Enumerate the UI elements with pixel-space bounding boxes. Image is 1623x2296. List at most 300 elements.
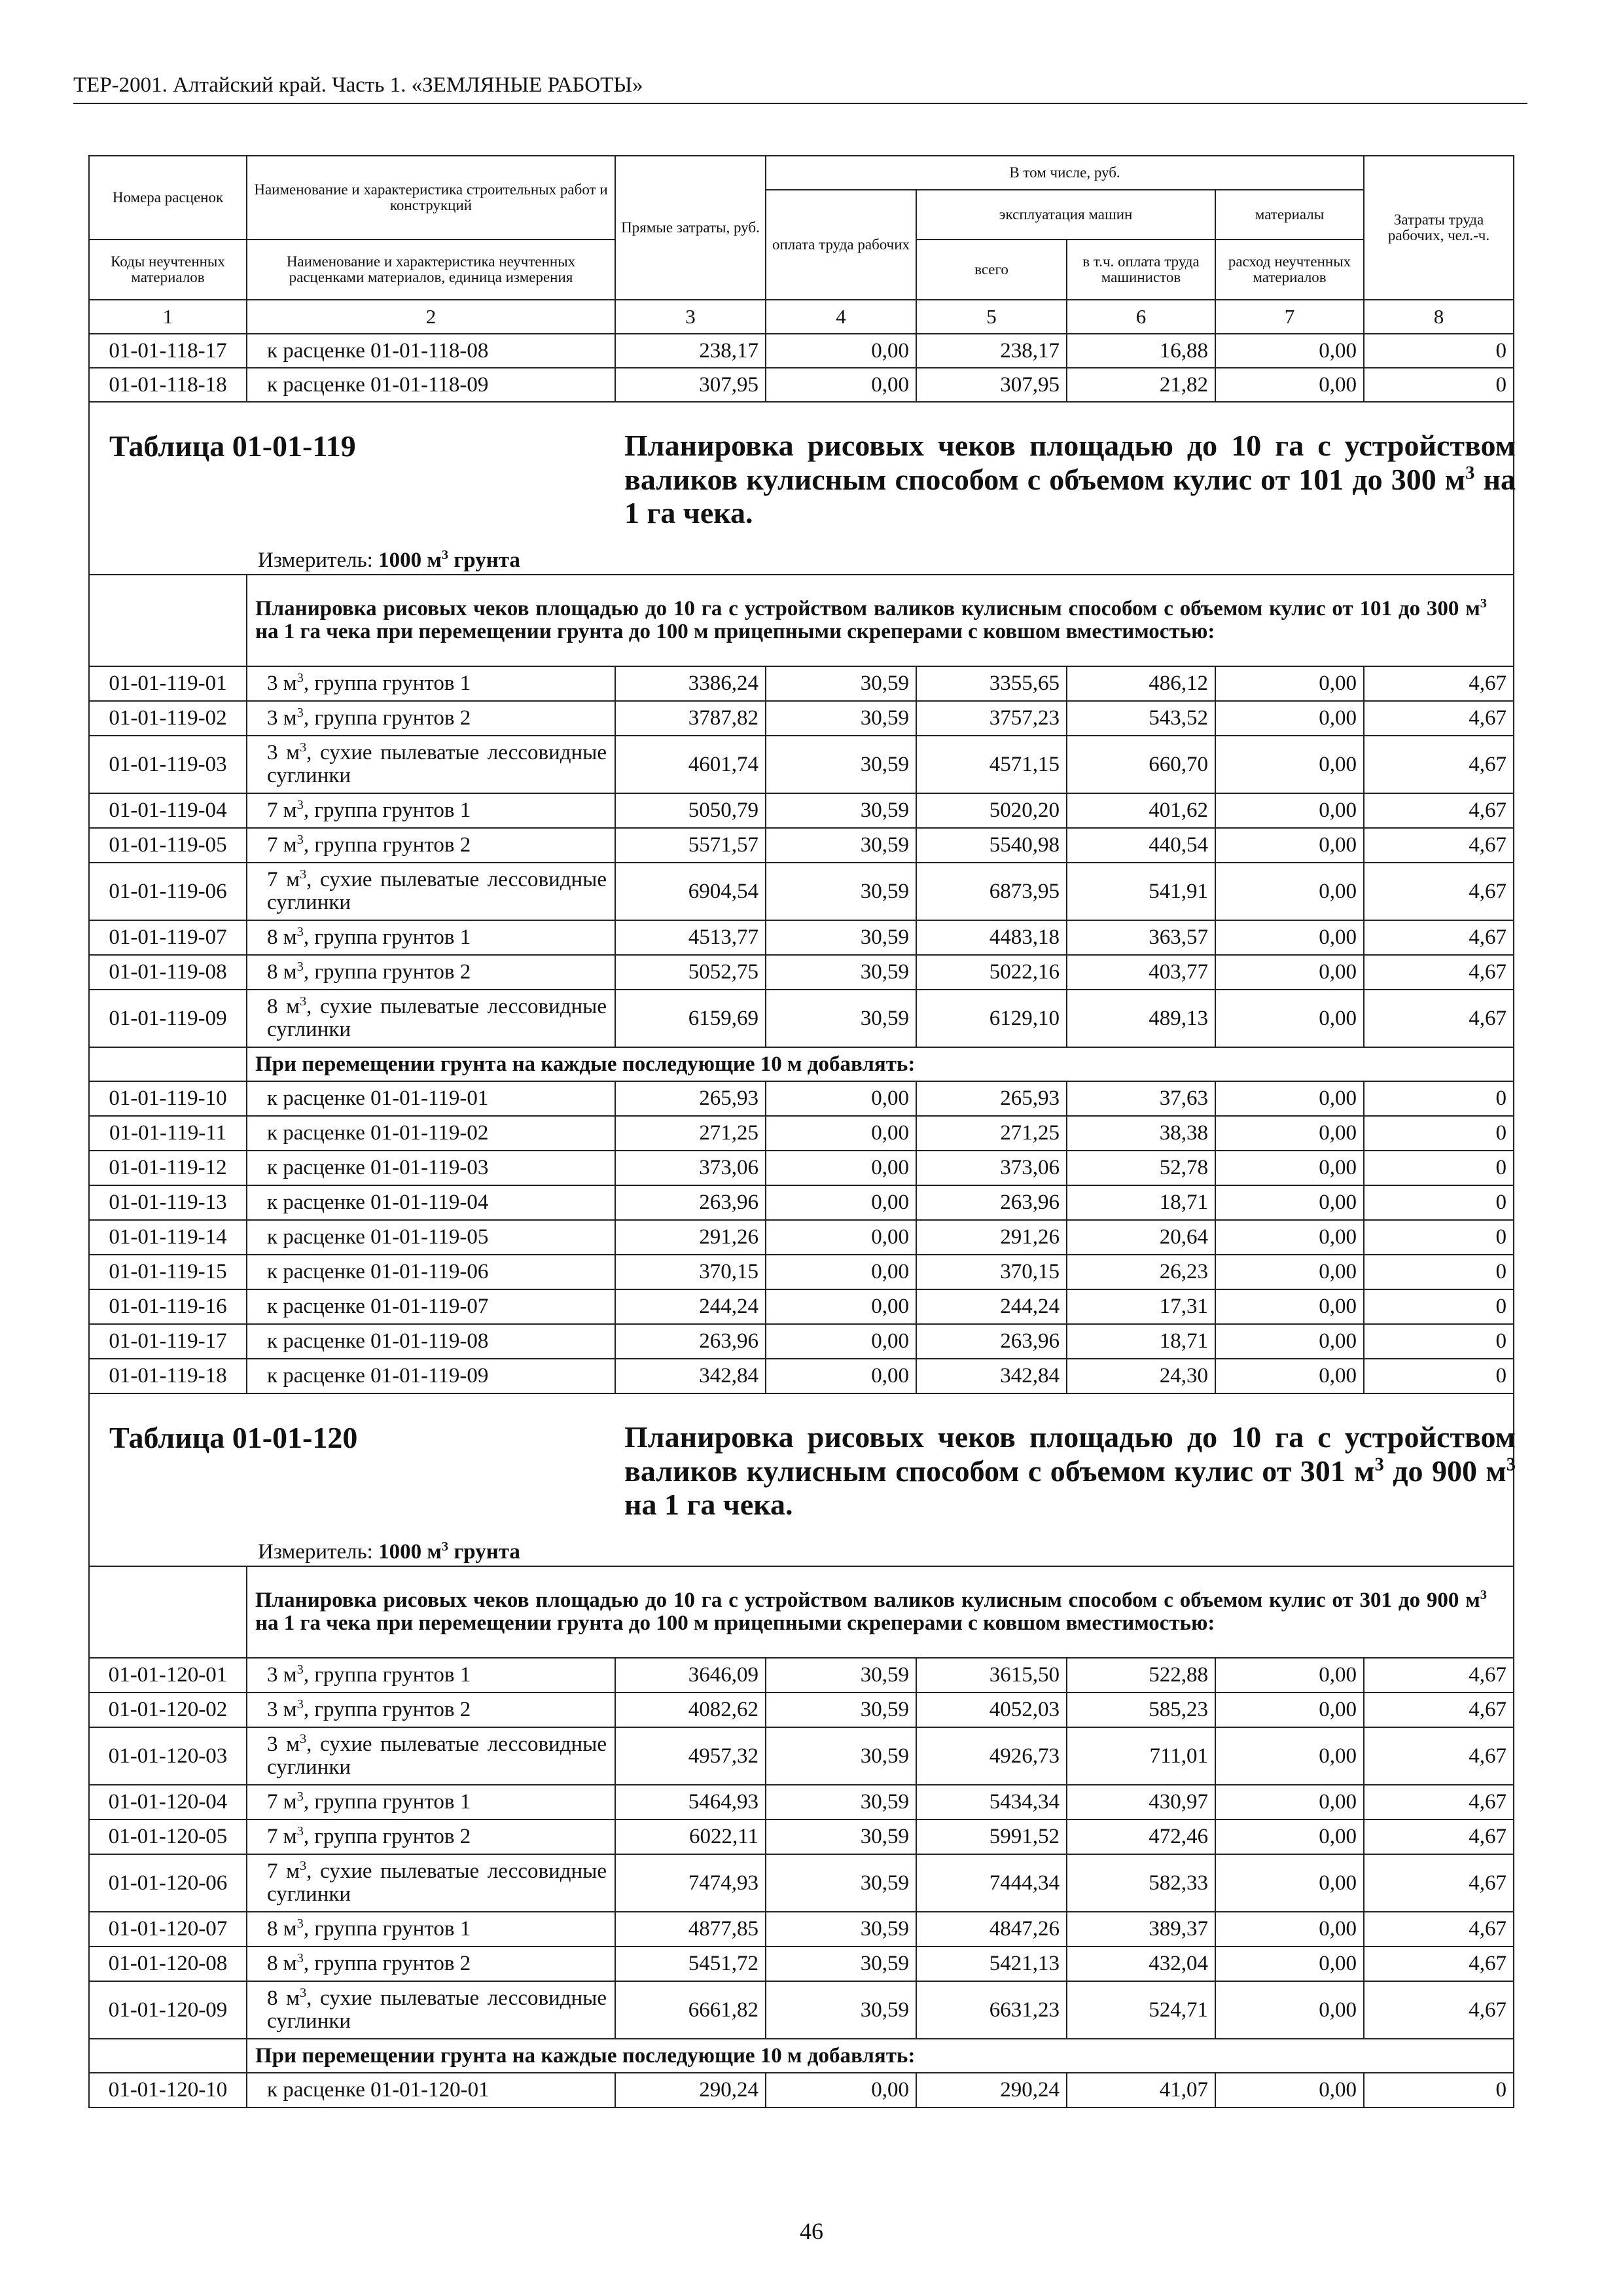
materials-usage-value: 0,00 [1215, 863, 1364, 920]
direct-costs-value: 370,15 [615, 1255, 766, 1289]
direct-costs-value: 6904,54 [615, 863, 766, 920]
rate-name: к расценке 01-01-119-02 [247, 1116, 615, 1151]
direct-costs-value: 4513,77 [615, 920, 766, 955]
table-row [89, 666, 1514, 701]
machine-total-value: 3355,65 [916, 666, 1067, 701]
col-header-worker-pay: оплата труда рабочих [766, 190, 916, 300]
empty-cell [89, 1566, 247, 1658]
machinist-pay-value: 486,12 [1067, 666, 1215, 701]
machine-total-value: 6873,95 [916, 863, 1067, 920]
table-row [89, 955, 1514, 990]
rate-name: к расценке 01-01-119-07 [247, 1289, 615, 1324]
table-row [89, 701, 1514, 736]
rate-name: 3 $м^3$, сухие пылеватые лессовидные суглинки [247, 736, 615, 793]
table-title-row [89, 1393, 1514, 1566]
machinist-pay-value: 401,62 [1067, 793, 1215, 828]
table-row [89, 368, 1514, 402]
labor-costs-value: 4,67 [1364, 1981, 1514, 2039]
meter-label: Измеритель: [258, 1540, 373, 1564]
table-row [89, 863, 1514, 920]
col-header-materials: материалы [1215, 190, 1364, 240]
worker-pay-value: 30,59 [766, 955, 916, 990]
labor-costs-value: 4,67 [1364, 1854, 1514, 1912]
column-number: 6 [1067, 300, 1215, 334]
rate-name: к расценке 01-01-120-01 [247, 2073, 615, 2108]
table-row [89, 1854, 1514, 1912]
col-header-unaccounted-usage: расход неучтенных материалов [1215, 240, 1364, 300]
rates-table [88, 155, 1514, 2108]
table-row [89, 1785, 1514, 1820]
table-meter [258, 1540, 520, 1564]
rate-code: 01-01-119-04 [89, 793, 247, 828]
table-row [89, 1946, 1514, 1981]
materials-usage-value: 0,00 [1215, 793, 1364, 828]
direct-costs-value: 5464,93 [615, 1785, 766, 1820]
direct-costs-value: 5571,57 [615, 828, 766, 863]
machine-total-value: 4052,03 [916, 1693, 1067, 1727]
materials-usage-value: 0,00 [1215, 1289, 1364, 1324]
labor-costs-value: 4,67 [1364, 828, 1514, 863]
materials-usage-value: 0,00 [1215, 1693, 1364, 1727]
materials-usage-value: 0,00 [1215, 920, 1364, 955]
table-row [89, 1081, 1514, 1116]
materials-usage-value: 0,00 [1215, 1255, 1364, 1289]
table-row [89, 1359, 1514, 1393]
worker-pay-value: 30,59 [766, 828, 916, 863]
table-row [89, 920, 1514, 955]
direct-costs-value: 265,93 [615, 1081, 766, 1116]
rate-name: 3 $м^3$, группа грунтов 1 [247, 666, 615, 701]
labor-costs-value: 0 [1364, 1185, 1514, 1220]
rate-name: 7 $м^3$, сухие пылеватые лессовидные суглинки [247, 863, 615, 920]
column-number: 1 [89, 300, 247, 334]
rate-name: 8 $м^3$, сухие пылеватые лессовидные суглинки [247, 990, 615, 1047]
materials-usage-value: 0,00 [1215, 1727, 1364, 1785]
rate-name: 7 $м^3$, группа грунтов 2 [247, 1820, 615, 1854]
machine-total-value: 5540,98 [916, 828, 1067, 863]
empty-cell [89, 575, 247, 666]
machinist-pay-value: 432,04 [1067, 1946, 1215, 1981]
labor-costs-value: 0 [1364, 1081, 1514, 1116]
machine-total-value: 3757,23 [916, 701, 1067, 736]
rate-code: 01-01-120-10 [89, 2073, 247, 2108]
labor-costs-value: 4,67 [1364, 701, 1514, 736]
rate-code: 01-01-119-05 [89, 828, 247, 863]
labor-costs-value: 0 [1364, 1255, 1514, 1289]
rate-name: к расценке 01-01-118-08 [247, 334, 615, 368]
empty-cell [89, 1047, 247, 1081]
machinist-pay-value: 389,37 [1067, 1912, 1215, 1946]
materials-usage-value: 0,00 [1215, 2073, 1364, 2108]
labor-costs-value: 0 [1364, 368, 1514, 402]
meter-label: Измеритель: [258, 548, 373, 572]
machinist-pay-value: 524,71 [1067, 1981, 1215, 2039]
table-row [89, 1151, 1514, 1185]
materials-usage-value: 0,00 [1215, 1981, 1364, 2039]
machine-total-value: 342,84 [916, 1359, 1067, 1393]
machinist-pay-value: 522,88 [1067, 1658, 1215, 1693]
table-row [89, 334, 1514, 368]
rate-code: 01-01-119-07 [89, 920, 247, 955]
direct-costs-value: 263,96 [615, 1185, 766, 1220]
rate-code: 01-01-120-01 [89, 1658, 247, 1693]
rate-code: 01-01-119-16 [89, 1289, 247, 1324]
subsection-heading: При перемещении грунта на каждые последующие 10 м добавлять: [247, 2039, 1514, 2073]
table-row [89, 736, 1514, 793]
machinist-pay-value: 18,71 [1067, 1324, 1215, 1359]
worker-pay-value: 0,00 [766, 1289, 916, 1324]
materials-usage-value: 0,00 [1215, 955, 1364, 990]
table-title-row [89, 402, 1514, 575]
worker-pay-value: 30,59 [766, 1658, 916, 1693]
column-number: 5 [916, 300, 1067, 334]
direct-costs-value: 4082,62 [615, 1693, 766, 1727]
machinist-pay-value: 38,38 [1067, 1116, 1215, 1151]
machine-total-value: 5020,20 [916, 793, 1067, 828]
col-header-codes-unaccounted: Коды неучтенных материалов [89, 240, 247, 300]
column-number: 8 [1364, 300, 1514, 334]
table-id: Таблица 01-01-120 [109, 1421, 358, 1454]
worker-pay-value: 0,00 [766, 1255, 916, 1289]
materials-usage-value: 0,00 [1215, 1081, 1364, 1116]
machine-total-value: 5022,16 [916, 955, 1067, 990]
machine-total-value: 4847,26 [916, 1912, 1067, 1946]
rate-name: 7 $м^3$, сухие пылеватые лессовидные суглинки [247, 1854, 615, 1912]
rate-code: 01-01-119-06 [89, 863, 247, 920]
materials-usage-value: 0,00 [1215, 1324, 1364, 1359]
worker-pay-value: 0,00 [766, 2073, 916, 2108]
rate-name: к расценке 01-01-119-08 [247, 1324, 615, 1359]
labor-costs-value: 0 [1364, 1151, 1514, 1185]
meter-value: 1000 $м^3$ грунта [378, 1539, 520, 1564]
rate-code: 01-01-120-08 [89, 1946, 247, 1981]
rate-code: 01-01-119-09 [89, 990, 247, 1047]
machine-total-value: 307,95 [916, 368, 1067, 402]
rate-code: 01-01-119-11 [89, 1116, 247, 1151]
machine-total-value: 370,15 [916, 1255, 1067, 1289]
rate-code: 01-01-119-17 [89, 1324, 247, 1359]
table-title: Планировка рисовых чеков площадью до 10 га с устройством валиков кулисным способом с объемом кулис от 101 до 300 $м^3$ на 1 га чека. [624, 429, 1516, 530]
direct-costs-value: 3386,24 [615, 666, 766, 701]
machine-total-value: 4926,73 [916, 1727, 1067, 1785]
worker-pay-value: 30,59 [766, 793, 916, 828]
col-header-total: всего [916, 240, 1067, 300]
rate-name: 7 $м^3$, группа грунтов 1 [247, 793, 615, 828]
labor-costs-value: 0 [1364, 1220, 1514, 1255]
direct-costs-value: 6159,69 [615, 990, 766, 1047]
direct-costs-value: 244,24 [615, 1289, 766, 1324]
machinist-pay-value: 17,31 [1067, 1289, 1215, 1324]
rate-code: 01-01-119-12 [89, 1151, 247, 1185]
machine-total-value: 3615,50 [916, 1658, 1067, 1693]
machinist-pay-value: 18,71 [1067, 1185, 1215, 1220]
machine-total-value: 373,06 [916, 1151, 1067, 1185]
materials-usage-value: 0,00 [1215, 1185, 1364, 1220]
col-header-name-work: Наименование и характеристика строительных работ и конструкций [247, 156, 615, 240]
labor-costs-value: 4,67 [1364, 1727, 1514, 1785]
machinist-pay-value: 403,77 [1067, 955, 1215, 990]
materials-usage-value: 0,00 [1215, 736, 1364, 793]
rate-name: 8 $м^3$, группа грунтов 1 [247, 920, 615, 955]
table-row [89, 2073, 1514, 2108]
labor-costs-value: 4,67 [1364, 920, 1514, 955]
rate-code: 01-01-119-02 [89, 701, 247, 736]
machinist-pay-value: 585,23 [1067, 1693, 1215, 1727]
rate-name: 7 $м^3$, группа грунтов 1 [247, 1785, 615, 1820]
rate-code: 01-01-120-04 [89, 1785, 247, 1820]
column-number: 7 [1215, 300, 1364, 334]
direct-costs-value: 4601,74 [615, 736, 766, 793]
rate-name: к расценке 01-01-119-01 [247, 1081, 615, 1116]
direct-costs-value: 4877,85 [615, 1912, 766, 1946]
labor-costs-value: 4,67 [1364, 666, 1514, 701]
labor-costs-value: 4,67 [1364, 793, 1514, 828]
rate-name: 3 $м^3$, группа грунтов 2 [247, 701, 615, 736]
direct-costs-value: 238,17 [615, 334, 766, 368]
rate-code: 01-01-119-18 [89, 1359, 247, 1393]
table-row [89, 828, 1514, 863]
rate-code: 01-01-120-07 [89, 1912, 247, 1946]
rate-name: 3 $м^3$, группа грунтов 1 [247, 1658, 615, 1693]
direct-costs-value: 342,84 [615, 1359, 766, 1393]
machine-total-value: 271,25 [916, 1116, 1067, 1151]
materials-usage-value: 0,00 [1215, 1854, 1364, 1912]
direct-costs-value: 307,95 [615, 368, 766, 402]
rate-name: к расценке 01-01-119-09 [247, 1359, 615, 1393]
labor-costs-value: 4,67 [1364, 1658, 1514, 1693]
materials-usage-value: 0,00 [1215, 368, 1364, 402]
materials-usage-value: 0,00 [1215, 1820, 1364, 1854]
machine-total-value: 7444,34 [916, 1854, 1067, 1912]
subsection-heading-row [89, 2039, 1514, 2073]
table-row [89, 990, 1514, 1047]
labor-costs-value: 0 [1364, 1359, 1514, 1393]
col-header-rate-numbers: Номера расценок [89, 156, 247, 240]
rate-name: к расценке 01-01-119-03 [247, 1151, 615, 1185]
section-heading-row [89, 575, 1514, 666]
direct-costs-value: 263,96 [615, 1324, 766, 1359]
table-row [89, 1255, 1514, 1289]
machine-total-value: 6129,10 [916, 990, 1067, 1047]
labor-costs-value: 4,67 [1364, 736, 1514, 793]
labor-costs-value: 0 [1364, 1289, 1514, 1324]
worker-pay-value: 30,59 [766, 990, 916, 1047]
col-header-incl-machinist-pay: в т.ч. оплата труда машинистов [1067, 240, 1215, 300]
table-row [89, 1912, 1514, 1946]
machinist-pay-value: 543,52 [1067, 701, 1215, 736]
table-title: Планировка рисовых чеков площадью до 10 га с устройством валиков кулисным способом с объемом кулис от 301 $м^3$ до 900 $м^3$ на 1 га чека. [624, 1420, 1516, 1522]
worker-pay-value: 30,59 [766, 920, 916, 955]
worker-pay-value: 0,00 [766, 1116, 916, 1151]
col-header-including: В том числе, руб. [766, 156, 1364, 190]
machine-total-value: 5421,13 [916, 1946, 1067, 1981]
table-row [89, 1820, 1514, 1854]
machinist-pay-value: 472,46 [1067, 1820, 1215, 1854]
direct-costs-value: 271,25 [615, 1116, 766, 1151]
machine-total-value: 263,96 [916, 1185, 1067, 1220]
empty-cell [89, 2039, 247, 2073]
column-number: 4 [766, 300, 916, 334]
direct-costs-value: 291,26 [615, 1220, 766, 1255]
meter-value: 1000 $м^3$ грунта [378, 548, 520, 572]
materials-usage-value: 0,00 [1215, 1946, 1364, 1981]
page-header: ТЕР-2001. Алтайский край. Часть 1. «ЗЕМЛЯНЫЕ РАБОТЫ» [73, 73, 1527, 104]
rate-code: 01-01-118-17 [89, 334, 247, 368]
worker-pay-value: 0,00 [766, 334, 916, 368]
labor-costs-value: 4,67 [1364, 1912, 1514, 1946]
machine-total-value: 265,93 [916, 1081, 1067, 1116]
machinist-pay-value: 20,64 [1067, 1220, 1215, 1255]
rate-code: 01-01-118-18 [89, 368, 247, 402]
subsection-heading: При перемещении грунта на каждые последующие 10 м добавлять: [247, 1047, 1514, 1081]
labor-costs-value: 0 [1364, 2073, 1514, 2108]
rate-code: 01-01-119-13 [89, 1185, 247, 1220]
rate-name: к расценке 01-01-118-09 [247, 368, 615, 402]
table-id: Таблица 01-01-119 [109, 429, 356, 463]
rate-name: 8 $м^3$, группа грунтов 1 [247, 1912, 615, 1946]
labor-costs-value: 0 [1364, 1116, 1514, 1151]
page-number: 46 [800, 2218, 823, 2244]
table-row [89, 1185, 1514, 1220]
materials-usage-value: 0,00 [1215, 1116, 1364, 1151]
machinist-pay-value: 52,78 [1067, 1151, 1215, 1185]
direct-costs-value: 3787,82 [615, 701, 766, 736]
machinist-pay-value: 440,54 [1067, 828, 1215, 863]
direct-costs-value: 3646,09 [615, 1658, 766, 1693]
col-header-machine-operation: эксплуатация машин [916, 190, 1215, 240]
materials-usage-value: 0,00 [1215, 1912, 1364, 1946]
materials-usage-value: 0,00 [1215, 666, 1364, 701]
section-heading: Планировка рисовых чеков площадью до 10 га с устройством валиков кулисным способом с объемом кулис от 101 до 300 $м^3$ на 1 га чека при перемещении грунта до 100 м прицепными скреперами с ковшом вместимостью: [247, 575, 1514, 666]
table-row [89, 1220, 1514, 1255]
worker-pay-value: 0,00 [766, 1151, 916, 1185]
worker-pay-value: 30,59 [766, 1785, 916, 1820]
rate-code: 01-01-119-03 [89, 736, 247, 793]
machinist-pay-value: 660,70 [1067, 736, 1215, 793]
rate-name: 3 $м^3$, сухие пылеватые лессовидные суглинки [247, 1727, 615, 1785]
materials-usage-value: 0,00 [1215, 828, 1364, 863]
materials-usage-value: 0,00 [1215, 1785, 1364, 1820]
direct-costs-value: 4957,32 [615, 1727, 766, 1785]
direct-costs-value: 5451,72 [615, 1946, 766, 1981]
worker-pay-value: 0,00 [766, 1081, 916, 1116]
subsection-heading-row [89, 1047, 1514, 1081]
rate-name: 7 $м^3$, группа грунтов 2 [247, 828, 615, 863]
table-row [89, 1116, 1514, 1151]
section-heading-row [89, 1566, 1514, 1658]
materials-usage-value: 0,00 [1215, 1220, 1364, 1255]
labor-costs-value: 0 [1364, 334, 1514, 368]
table-meter [258, 548, 520, 573]
table-row [89, 1324, 1514, 1359]
rate-name: 8 $м^3$, сухие пылеватые лессовидные суглинки [247, 1981, 615, 2039]
machine-total-value: 263,96 [916, 1324, 1067, 1359]
table-row [89, 1981, 1514, 2039]
machinist-pay-value: 41,07 [1067, 2073, 1215, 2108]
labor-costs-value: 4,67 [1364, 955, 1514, 990]
machine-total-value: 244,24 [916, 1289, 1067, 1324]
rate-name: к расценке 01-01-119-04 [247, 1185, 615, 1220]
machinist-pay-value: 363,57 [1067, 920, 1215, 955]
section-heading: Планировка рисовых чеков площадью до 10 га с устройством валиков кулисным способом с объемом кулис от 301 до 900 $м^3$ на 1 га чека при перемещении грунта до 100 м прицепными скреперами с ковшом вместимостью: [247, 1566, 1514, 1658]
labor-costs-value: 4,67 [1364, 990, 1514, 1047]
worker-pay-value: 0,00 [766, 1185, 916, 1220]
worker-pay-value: 30,59 [766, 1981, 916, 2039]
machine-total-value: 5434,34 [916, 1785, 1067, 1820]
machinist-pay-value: 541,91 [1067, 863, 1215, 920]
direct-costs-value: 290,24 [615, 2073, 766, 2108]
materials-usage-value: 0,00 [1215, 1151, 1364, 1185]
rate-code: 01-01-119-14 [89, 1220, 247, 1255]
rate-code: 01-01-119-10 [89, 1081, 247, 1116]
worker-pay-value: 0,00 [766, 1359, 916, 1393]
direct-costs-value: 6661,82 [615, 1981, 766, 2039]
machinist-pay-value: 26,23 [1067, 1255, 1215, 1289]
machinist-pay-value: 582,33 [1067, 1854, 1215, 1912]
labor-costs-value: 4,67 [1364, 863, 1514, 920]
machine-total-value: 238,17 [916, 334, 1067, 368]
machine-total-value: 4571,15 [916, 736, 1067, 793]
materials-usage-value: 0,00 [1215, 1658, 1364, 1693]
direct-costs-value: 373,06 [615, 1151, 766, 1185]
column-number: 3 [615, 300, 766, 334]
column-numbers-row [89, 300, 1514, 334]
rate-name: 8 $м^3$, группа грунтов 2 [247, 1946, 615, 1981]
rate-name: к расценке 01-01-119-05 [247, 1220, 615, 1255]
labor-costs-value: 4,67 [1364, 1946, 1514, 1981]
rate-code: 01-01-119-01 [89, 666, 247, 701]
machinist-pay-value: 21,82 [1067, 368, 1215, 402]
machine-total-value: 4483,18 [916, 920, 1067, 955]
worker-pay-value: 0,00 [766, 368, 916, 402]
worker-pay-value: 0,00 [766, 1220, 916, 1255]
worker-pay-value: 30,59 [766, 1854, 916, 1912]
rate-name: 8 $м^3$, группа грунтов 2 [247, 955, 615, 990]
worker-pay-value: 30,59 [766, 666, 916, 701]
worker-pay-value: 30,59 [766, 1946, 916, 1981]
rate-code: 01-01-119-08 [89, 955, 247, 990]
table-row [89, 1289, 1514, 1324]
machine-total-value: 5991,52 [916, 1820, 1067, 1854]
worker-pay-value: 30,59 [766, 1912, 916, 1946]
machine-total-value: 290,24 [916, 2073, 1067, 2108]
labor-costs-value: 0 [1364, 1324, 1514, 1359]
rate-code: 01-01-120-02 [89, 1693, 247, 1727]
machinist-pay-value: 16,88 [1067, 334, 1215, 368]
direct-costs-value: 7474,93 [615, 1854, 766, 1912]
rate-code: 01-01-120-03 [89, 1727, 247, 1785]
machinist-pay-value: 489,13 [1067, 990, 1215, 1047]
table-row [89, 793, 1514, 828]
materials-usage-value: 0,00 [1215, 334, 1364, 368]
worker-pay-value: 30,59 [766, 1727, 916, 1785]
direct-costs-value: 5050,79 [615, 793, 766, 828]
worker-pay-value: 30,59 [766, 701, 916, 736]
labor-costs-value: 4,67 [1364, 1693, 1514, 1727]
worker-pay-value: 30,59 [766, 863, 916, 920]
column-number: 2 [247, 300, 615, 334]
machinist-pay-value: 37,63 [1067, 1081, 1215, 1116]
rate-code: 01-01-119-15 [89, 1255, 247, 1289]
col-header-direct-costs: Прямые затраты, руб. [615, 156, 766, 300]
machine-total-value: 291,26 [916, 1220, 1067, 1255]
materials-usage-value: 0,00 [1215, 990, 1364, 1047]
materials-usage-value: 0,00 [1215, 1359, 1364, 1393]
table-row [89, 1727, 1514, 1785]
labor-costs-value: 4,67 [1364, 1820, 1514, 1854]
worker-pay-value: 30,59 [766, 1693, 916, 1727]
table-row [89, 1658, 1514, 1693]
